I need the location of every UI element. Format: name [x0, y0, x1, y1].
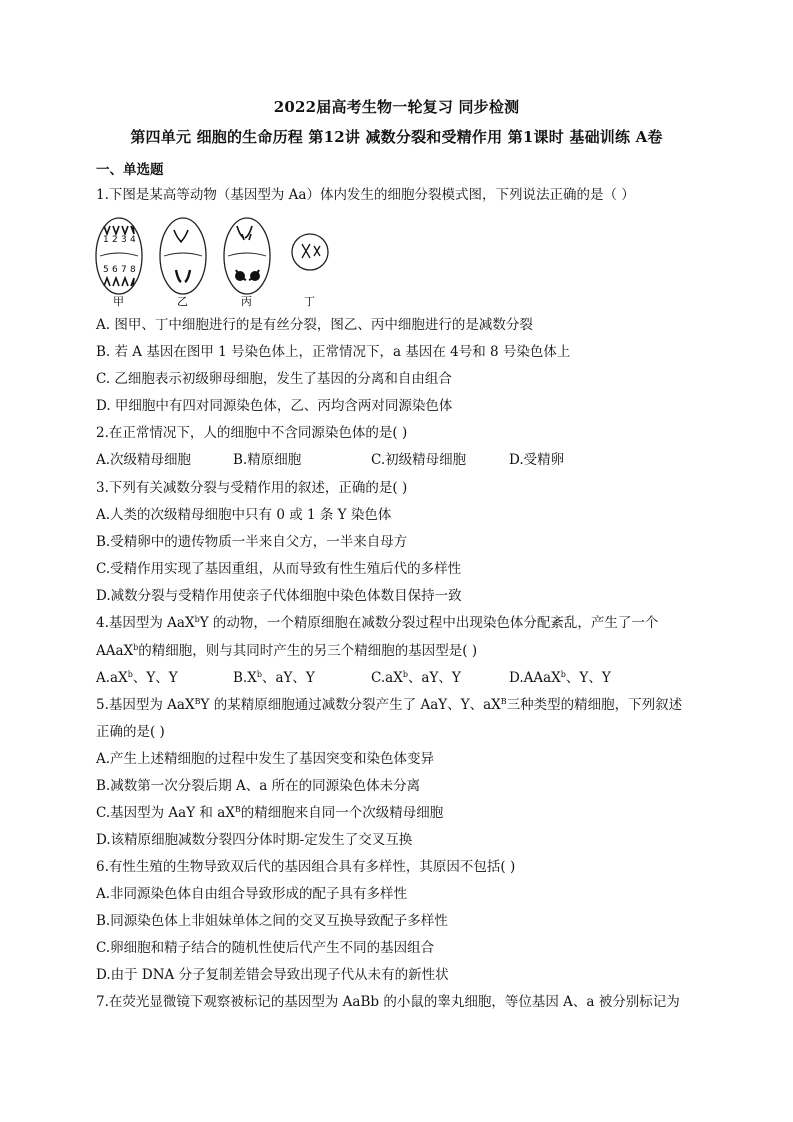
chromosome-number-1: 1	[103, 235, 109, 245]
question-4-option-a: $A.aX^b$、Y、Y	[96, 670, 178, 686]
document-title: 2022届高考生物一轮复习 同步检测	[273, 98, 520, 116]
question-1-option-a: A. 图甲、丁中细胞进行的是有丝分裂，图乙、丙中细胞进行的是减数分裂	[96, 317, 533, 333]
chromosome-number-5: 5	[103, 265, 109, 275]
question-2-stem: 2.在正常情况下，人的细胞中不含同源染色体的是( )	[96, 425, 408, 441]
question-6-stem: 6.有性生殖的生物导致双后代的基因组合具有多样性，其原因不包括( )	[96, 859, 516, 875]
question-5-option-d: D.该精原细胞减数分裂四分体时期-定发生了交叉互换	[96, 832, 413, 848]
question-2-option-c: C.初级精母细胞	[371, 452, 467, 468]
question-3-option-d: D.减数分裂与受精作用使亲子代体细胞中染色体数目保持一致	[96, 588, 462, 604]
chromosome-number-3: 3	[121, 235, 127, 245]
cell-bing	[224, 218, 270, 308]
question-6-option-b: B.同源染色体上非姐妹单体之间的交叉互换导致配子多样性	[96, 913, 448, 929]
question-4-option-c: $C.aX^b$、aY、Y	[371, 670, 461, 686]
question-5-option-b: B.减数第一次分裂后期 A、a 所在的同源染色体未分离	[96, 778, 421, 794]
question-6-option-c: C.卵细胞和精子结合的随机性使后代产生不同的基因组合	[96, 940, 435, 956]
cell-ding	[292, 234, 328, 308]
question-7-stem: 7.在荧光显微镜下观察被标记的基因型为 AaBb 的小鼠的睾丸细胞，等位基因 A、a 被分别标记为	[96, 994, 680, 1010]
cell-jia	[96, 218, 142, 308]
figure-label-yi: 乙	[177, 295, 188, 308]
section-heading: 一、单选题	[96, 162, 164, 178]
question-5-option-c: C.基因型为 AaY 和 $aX^B$的精细胞来自同一个次级精母细胞	[96, 805, 444, 821]
question-3-option-b: B.受精卵中的遗传物质一半来自父方，一半来自母方	[96, 534, 408, 550]
question-1-stem: 1.下图是某高等动物（基因型为 Aa）体内发生的细胞分裂模式图，下列说法正确的是（ ）	[96, 187, 635, 203]
question-2-option-a: A.次级精母细胞	[96, 452, 192, 468]
figure-label-jia: 甲	[113, 295, 124, 308]
chromosome-number-2: 2	[112, 235, 118, 245]
document-subtitle: 第四单元 细胞的生命历程 第12讲 减数分裂和受精作用 第1课时 基础训练 A卷	[130, 128, 663, 146]
question-1-option-c: C. 乙细胞表示初级卵母细胞，发生了基因的分离和自由组合	[96, 371, 452, 387]
question-2-option-b: B.精原细胞	[233, 452, 302, 468]
question-5-stem: 5.基因型为 AaX$^B$Y 的某精原细胞通过减数分裂产生了 AaY、Y、$aX^B$三种类型的精细胞，下列叙述	[96, 697, 683, 713]
question-6-option-d: D.由于 DNA 分子复制差错会导致出现子代从未有的新性状	[96, 967, 449, 983]
chromosome-number-4: 4	[130, 235, 136, 245]
question-1-option-d: D. 甲细胞中有四对同源染色体，乙、丙均含两对同源染色体	[96, 398, 453, 414]
question-4-option-d: D.AAaX$^b$、Y、Y	[509, 670, 611, 686]
question-4-stem-continued: AAaX$^b$的精细胞，则与其同时产生的另三个精细胞的基因型是( )	[96, 643, 478, 659]
chromosome-number-6: 6	[112, 265, 118, 275]
question-6-option-a: A.非同源染色体自由组合导致形成的配子具有多样性	[96, 886, 408, 902]
cell-yi	[160, 218, 206, 308]
question-3-option-a: A.人类的次级精母细胞中只有 0 或 1 条 Y 染色体	[96, 507, 392, 523]
question-5-option-a: A.产生上述精细胞的过程中发生了基因突变和染色体变异	[96, 751, 435, 767]
question-2-option-d: D.受精卵	[509, 452, 565, 468]
question-4-stem: 4.基因型为 AaX$^b$Y 的动物，一个精原细胞在减数分裂过程中出现染色体分配紊乱，产生了一个	[96, 615, 659, 631]
question-1-option-b: B. 若 A 基因在图甲 1 号染色体上，正常情况下，a 基因在 4号和 8 号染色体上	[96, 344, 571, 360]
chromosome-number-8: 8	[130, 265, 136, 275]
question-4-option-b: $B.X^b$、aY、Y	[233, 670, 315, 686]
chromosome-number-7: 7	[121, 265, 127, 275]
question-3-option-c: C.受精作用实现了基因重组，从而导致有性生殖后代的多样性	[96, 561, 462, 577]
figure-label-bing: 丙	[241, 295, 252, 308]
cell-division-figure	[92, 212, 342, 308]
question-3-stem: 3.下列有关减数分裂与受精作用的叙述，正确的是( )	[96, 480, 408, 496]
figure-label-ding: 丁	[304, 295, 315, 308]
question-5-stem-continued: 正确的是( )	[96, 724, 165, 740]
